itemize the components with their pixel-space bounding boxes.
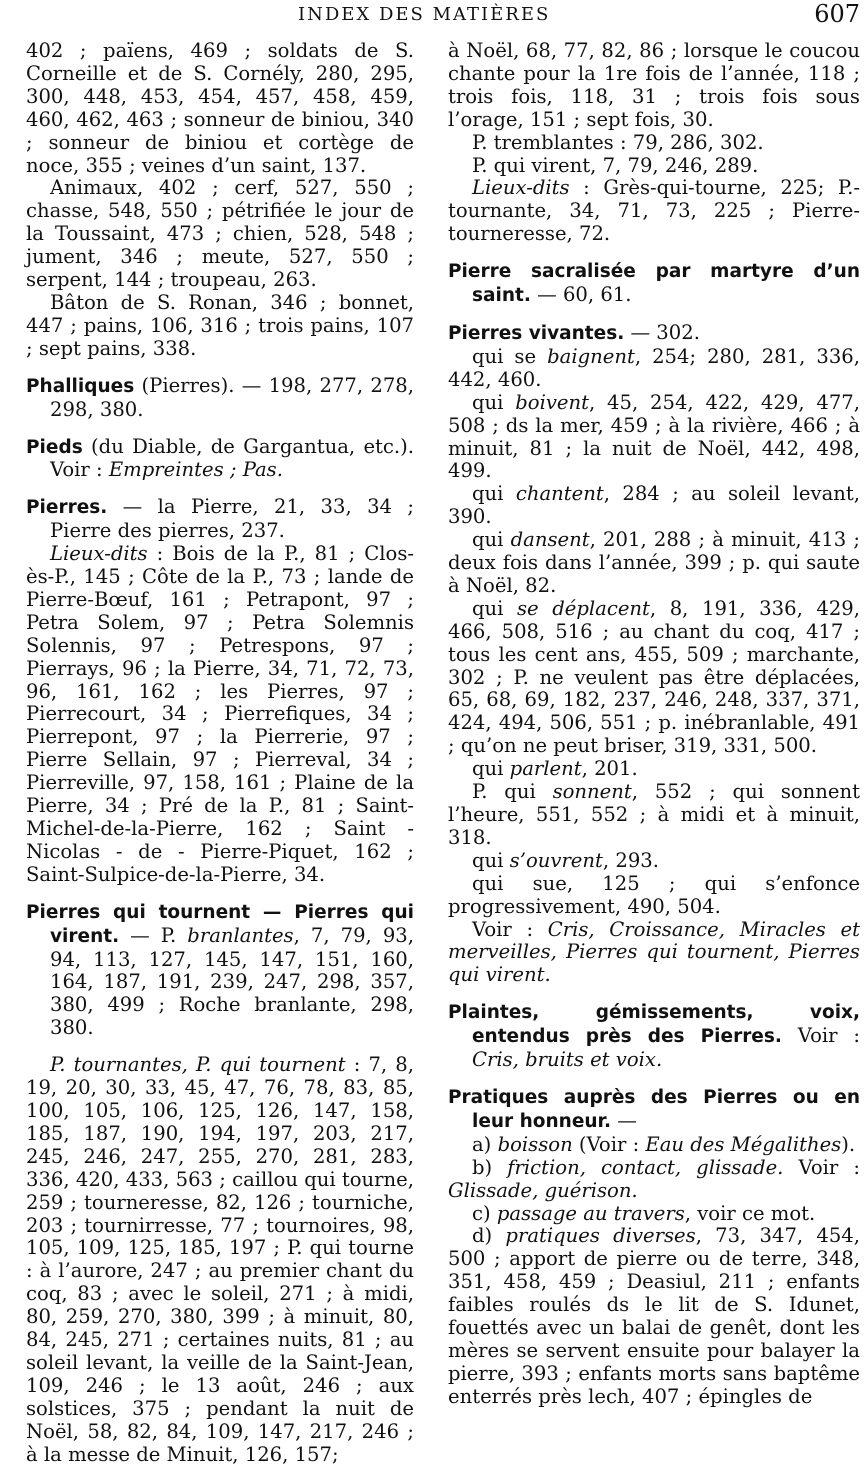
index-entry-pierres-qui-tournent: Pierres qui tournent — Pierres qui virent. — P. branlantes, 7, 79, 93, 94, 113, 127, 145, 147, 151, 160, 164, 187, 191, 239, 247, 298, 357, 380, 499 ; Roche branlante, 298, 380. [26,901,414,1040]
index-entry-continuation: à Noël, 68, 77, 82, 86 ; lorsque le coucou chante pour la 1re fois de l’année, 118 ; trois fois, 118, 31 ; trois fois sous l’orage, 151 ; sept fois, 30. [448,39,860,131]
index-entry-pratiques: Pratiques auprès des Pierres ou en leur honneur. — [448,1086,860,1132]
entry-heading: Pierres vivantes. [448,322,625,344]
index-subentry-tournantes: P. tournantes, P. qui tournent : 7, 8, 19, 20, 30, 33, 45, 47, 76, 78, 83, 85, 100, 105, 106, 125, 126, 147, 158, 185, 187, 190, 194, 197, 203, 217, 245, 246, 247, 255, 270, 281, 283, 336, 420, 433, 563 ; caillou qui tourne, 259 ; tourneresse, 82, 126 ; tourniche, 203 ; tournirresse, 77 ; tournoires, 98, 105, 109, 125, 185, 197 ; P. qui tourne : à l’aurore, 247 ; au premier chant du coq, 83 ; avec le soleil, 271 ; à midi, 80, 259, 270, 380, 399 ; à minuit, 80, 84, 245, 271 ; certaines nuits, 81 ; au soleil levant, la veille de la Saint-Jean, 109, 246 ; le 13 août, 246 ; aux solstices, 375 ; pendant la nuit de Noël, 58, 82, 84, 109, 147, 217, 246 ; à la messe de Minuit, 126, 157; [26,1053,414,1466]
index-subentry: b) friction, contact, glissade. Voir : Glissade, guérison. [448,1155,860,1202]
entry-heading: Pierre sacralisée par martyre d’un saint. [448,261,860,307]
left-column [26,40,414,1466]
entry-heading: Pierres qui tournent — Pierres qui virent. [26,901,414,947]
page-header [0,0,866,30]
index-subentry-baton: Bâton de S. Ronan, 346 ; bonnet, 447 ; pains, 106, 316 ; trois pains, 107 ; sept pains, 338. [26,290,414,360]
index-subentry: d) pratiques diverses, 73, 347, 454, 500 ; apport de pierre ou de terre, 348, 351, 458, 459 ; Deasiul, 211 ; enfants faibles roulés ds le lit de S. Idunet, fouettés avec un balai de genêt, dont les mères se servent ensuite pour balayer la pierre, 393 ; enfants morts sans baptême enterrés près lech, 407 ; épingles de [448,1224,860,1408]
index-subentry: qui chantent, 284 ; au soleil levant, 390. [448,482,860,529]
index-entry-pierres-vivantes: Pierres vivantes. — 302. [448,320,700,344]
entry-heading: Pieds [26,436,83,458]
index-subentry-lieux-dits: Lieux-dits : Bois de la P., 81 ; Clos-ès-P., 145 ; Côte de la P., 73 ; lande de Pierre-Bœuf, 161 ; Petrapont, 97 ; Petra Solem, 97 ; Petra Solemnis Solennis, 97 ; Petrespons, 97 ; Pierrays, 96 ; la Pierre, 34, 71, 72, 73, 96, 161, 162 ; les Pierres, 97 ; Pierrecourt, 34 ; Pierrefiques, 34 ; Pierrepont, 97 ; la Pierrerie, 97 ; Pierre Sellain, 97 ; Pierreval, 34 ; Pierreville, 97, 158, 161 ; Plaine de la Pierre, 34 ; Pré de la P., 81 ; Saint-Michel-de-la-Pierre, 162 ; Saint - Nicolas - de - Pierre-Piquet, 162 ; Saint-Sulpice-de-la-Pierre, 34. [26,542,414,886]
index-subentry: qui s’ouvrent, 293. [472,848,659,872]
index-subentry-animaux: Animaux, 402 ; cerf, 527, 550 ; chasse, 548, 550 ; pétrifiée le jour de la Toussaint, 473 ; chien, 528, 548 ; jument, 346 ; meute, 527, 550 ; serpent, 144 ; troupeau, 263. [26,176,414,292]
index-subentry-virent: P. qui virent, 7, 79, 246, 289. [472,153,759,177]
entry-heading: Pierres. [26,497,108,519]
index-subentry-lieux-dits: Lieux-dits : Grès-qui-tourne, 225; P.-tournante, 34, 71, 73, 225 ; Pierre-tourneresse, 72. [448,176,860,246]
index-subentry: c) passage au travers, voir ce mot. [472,1201,816,1225]
entry-heading: Pratiques auprès des Pierres ou en leur honneur. [448,1086,860,1132]
index-entry-pierre-sacralisee: Pierre sacralisée par martyre d’un saint. — 60, 61. [448,261,860,307]
index-entry-plaintes: Plaintes, gémissements, voix, entendus près des Pierres. Voir : Cris, bruits et voix. [448,1002,860,1072]
index-entry-continuation: 402 ; païens, 469 ; soldats de S. Corneille et de S. Cornély, 280, 295, 300, 448, 453, 454, 457, 458, 459, 460, 462, 463 ; sonneur de biniou, 340 ; sonneur de biniou et cortège de noce, 355 ; veines d’un saint, 137. [26,39,414,177]
index-entry-pierres: Pierres. — la Pierre, 21, 33, 34 ; Pierre des pierres, 237. [26,495,414,543]
index-subentry: qui dansent, 201, 288 ; à minuit, 413 ; deux fois dans l’année, 399 ; p. qui saute à Noël, 82. [448,528,860,597]
right-column [448,40,860,1409]
index-subentry: a) boisson (Voir : Eau des Mégalithes). [472,1132,856,1156]
running-title: INDEX DES MATIÈRES [298,4,551,25]
entry-heading: Phalliques [26,375,135,397]
index-subentry: qui sue, 125 ; qui s’enfonce progressivement, 490, 504. [448,871,860,918]
index-entry-phalliques: Phalliques (Pierres). — 198, 277, 278, 298, 380. [26,373,414,421]
index-subentry: qui boivent, 45, 254, 422, 429, 477, 508 ; ds la mer, 459 ; à la rivière, 466 ; à minuit, 81 ; la nuit de Noël, 442, 498, 499. [448,390,860,483]
index-subentry: qui se déplacent, 8, 191, 336, 429, 466, 508, 516 ; au chant du coq, 417 ; tous les cent ans, 455, 509 ; marchante, 302 ; P. ne veulent pas être déplacées, 65, 68, 69, 182, 237, 246, 248, 337, 371, 424, 494, 506, 551 ; p. inébranlable, 491 ; qu’on ne peut briser, 319, 331, 500. [448,596,860,758]
entry-heading: Plaintes, gémissements, voix, entendus près des Pierres. [448,1002,860,1048]
index-subentry: qui se baignent, 254; 280, 281, 336, 442, 460. [448,344,860,391]
index-subentry: P. qui sonnent, 552 ; qui sonnent l’heure, 551, 552 ; à midi et à minuit, 318. [448,780,861,849]
index-see-also: Voir : Cris, Croissance, Miracles et merveilles, Pierres qui tournent, Pierres qui virent. [448,917,860,987]
index-entry-pieds: Pieds (du Diable, de Gargantua, etc.). Voir : Empreintes ; Pas. [26,434,414,482]
index-subentry: qui parlent, 201. [472,757,638,781]
index-subentry-tremblantes: P. tremblantes : 79, 286, 302. [472,130,764,154]
page-number: 607 [814,0,860,28]
